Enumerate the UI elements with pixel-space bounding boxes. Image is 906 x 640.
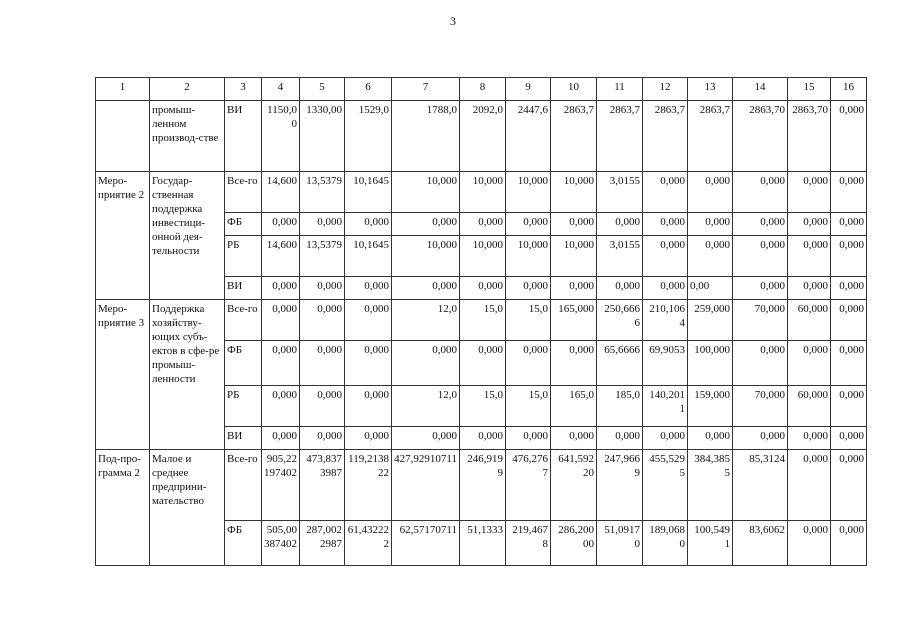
value-cell: 0,000	[300, 213, 345, 236]
value-cell: 15,0	[460, 386, 506, 427]
value-cell: 10,000	[506, 172, 551, 213]
value-cell: 14,600	[262, 236, 300, 277]
table-row	[96, 300, 867, 341]
value-cell: 0,000	[733, 341, 788, 386]
value-cell: 0,000	[345, 386, 392, 427]
header-cell: 13	[688, 78, 733, 101]
value-cell: 0,000	[262, 386, 300, 427]
value-cell: 0,000	[300, 386, 345, 427]
value-cell: 12,0	[392, 300, 460, 341]
funding-type: ВИ	[225, 277, 262, 300]
header-cell: 5	[300, 78, 345, 101]
value-cell: 10,000	[460, 172, 506, 213]
value-cell: 0,000	[392, 427, 460, 450]
value-cell: 246,9199	[460, 450, 506, 521]
value-cell: 0,000	[733, 236, 788, 277]
value-cell: 476,2767	[506, 450, 551, 521]
value-cell: 65,6666	[597, 341, 643, 386]
measure-name: Меро-приятие 2	[96, 172, 150, 300]
value-cell: 61,432222	[345, 521, 392, 566]
value-cell: 0,000	[831, 300, 867, 341]
funding-type: ВИ	[225, 427, 262, 450]
value-cell: 455,5295	[643, 450, 688, 521]
value-cell: 0,000	[345, 300, 392, 341]
header-cell: 15	[788, 78, 831, 101]
value-cell: 0,000	[300, 341, 345, 386]
value-cell: 2447,6	[506, 101, 551, 172]
value-cell: 0,000	[345, 213, 392, 236]
value-cell: 1330,00	[300, 101, 345, 172]
value-cell: 2092,0	[460, 101, 506, 172]
header-cell: 16	[831, 78, 867, 101]
table-row	[96, 450, 867, 521]
value-cell: 10,000	[551, 236, 597, 277]
value-cell: 0,000	[392, 213, 460, 236]
value-cell: 0,000	[643, 277, 688, 300]
value-cell: 505,00387402	[262, 521, 300, 566]
value-cell: 0,000	[506, 277, 551, 300]
value-cell: 0,000	[392, 341, 460, 386]
value-cell: 0,000	[831, 101, 867, 172]
measure-description: Малое и среднее предприни-мательство	[150, 450, 225, 566]
header-cell: 8	[460, 78, 506, 101]
value-cell: 165,000	[551, 300, 597, 341]
value-cell: 0,000	[345, 427, 392, 450]
value-cell: 3,0155	[597, 236, 643, 277]
value-cell: 0,000	[300, 277, 345, 300]
value-cell: 0,000	[262, 277, 300, 300]
value-cell: 0,000	[262, 300, 300, 341]
value-cell: 0,000	[733, 213, 788, 236]
value-cell: 0,000	[460, 277, 506, 300]
value-cell: 3,0155	[597, 172, 643, 213]
value-cell: 0,000	[688, 213, 733, 236]
budget-table	[95, 77, 867, 566]
value-cell: 0,000	[551, 213, 597, 236]
header-cell: 11	[597, 78, 643, 101]
funding-type: ФБ	[225, 521, 262, 566]
value-cell: 100,000	[688, 341, 733, 386]
value-cell: 0,000	[551, 277, 597, 300]
value-cell: 2863,70	[733, 101, 788, 172]
value-cell: 2863,70	[788, 101, 831, 172]
header-cell: 7	[392, 78, 460, 101]
value-cell: 0,000	[688, 236, 733, 277]
value-cell: 0,000	[831, 172, 867, 213]
value-cell: 0,000	[733, 172, 788, 213]
value-cell: 0,000	[788, 277, 831, 300]
value-cell: 250,6666	[597, 300, 643, 341]
value-cell: 13,5379	[300, 172, 345, 213]
value-cell: 384,3855	[688, 450, 733, 521]
value-cell: 259,000	[688, 300, 733, 341]
value-cell: 0,000	[788, 450, 831, 521]
value-cell: 905,22197402	[262, 450, 300, 521]
value-cell: 0,000	[643, 427, 688, 450]
value-cell: 0,00	[688, 277, 733, 300]
value-cell: 119,213822	[345, 450, 392, 521]
value-cell: 100,5491	[688, 521, 733, 566]
value-cell: 0,000	[788, 172, 831, 213]
value-cell: 0,000	[597, 427, 643, 450]
value-cell: 1529,0	[345, 101, 392, 172]
value-cell: 15,0	[460, 300, 506, 341]
value-cell: 473,8373987	[300, 450, 345, 521]
value-cell: 0,000	[643, 172, 688, 213]
value-cell: 0,000	[831, 341, 867, 386]
value-cell: 247,9669	[597, 450, 643, 521]
value-cell: 0,000	[831, 427, 867, 450]
value-cell: 0,000	[831, 450, 867, 521]
table-row	[96, 172, 867, 213]
value-cell: 62,57170711	[392, 521, 460, 566]
value-cell: 0,000	[262, 341, 300, 386]
value-cell: 0,000	[831, 386, 867, 427]
value-cell: 2863,7	[597, 101, 643, 172]
measure-name: Меро-приятие 3	[96, 300, 150, 450]
value-cell: 10,1645	[345, 236, 392, 277]
funding-type: РБ	[225, 236, 262, 277]
value-cell: 0,000	[831, 213, 867, 236]
funding-type: Все-го	[225, 172, 262, 213]
value-cell: 159,000	[688, 386, 733, 427]
value-cell: 0,000	[262, 427, 300, 450]
value-cell: 14,600	[262, 172, 300, 213]
value-cell: 10,000	[551, 172, 597, 213]
value-cell: 0,000	[643, 213, 688, 236]
value-cell: 0,000	[733, 277, 788, 300]
value-cell: 51,09170	[597, 521, 643, 566]
measure-description: Государ-ственная поддержка инвестици-онной дея-тельности	[150, 172, 225, 300]
value-cell: 0,000	[788, 521, 831, 566]
value-cell: 185,0	[597, 386, 643, 427]
value-cell: 189,0680	[643, 521, 688, 566]
measure-name	[96, 101, 150, 172]
value-cell: 0,000	[300, 427, 345, 450]
header-row	[96, 78, 867, 101]
value-cell: 0,000	[788, 213, 831, 236]
value-cell: 60,000	[788, 300, 831, 341]
value-cell: 0,000	[831, 236, 867, 277]
value-cell: 60,000	[788, 386, 831, 427]
value-cell: 0,000	[460, 213, 506, 236]
value-cell: 0,000	[597, 213, 643, 236]
funding-type: Все-го	[225, 300, 262, 341]
value-cell: 0,000	[831, 277, 867, 300]
header-cell: 14	[733, 78, 788, 101]
funding-type: РБ	[225, 386, 262, 427]
value-cell: 85,3124	[733, 450, 788, 521]
value-cell: 0,000	[551, 341, 597, 386]
header-cell: 1	[96, 78, 150, 101]
value-cell: 0,000	[506, 213, 551, 236]
value-cell: 2863,7	[643, 101, 688, 172]
header-cell: 12	[643, 78, 688, 101]
value-cell: 0,000	[506, 341, 551, 386]
value-cell: 10,000	[506, 236, 551, 277]
value-cell: 15,0	[506, 300, 551, 341]
value-cell: 0,000	[788, 341, 831, 386]
value-cell: 0,000	[688, 172, 733, 213]
value-cell: 2863,7	[551, 101, 597, 172]
value-cell: 70,000	[733, 386, 788, 427]
measure-name: Под-про-грамма 2	[96, 450, 150, 566]
value-cell: 0,000	[788, 427, 831, 450]
value-cell: 69,9053	[643, 341, 688, 386]
funding-type: ВИ	[225, 101, 262, 172]
value-cell: 210,1064	[643, 300, 688, 341]
value-cell: 2863,7	[688, 101, 733, 172]
value-cell: 219,4678	[506, 521, 551, 566]
value-cell: 287,0022987	[300, 521, 345, 566]
value-cell: 15,0	[506, 386, 551, 427]
value-cell: 0,000	[392, 277, 460, 300]
value-cell: 427,92910711	[392, 450, 460, 521]
value-cell: 1788,0	[392, 101, 460, 172]
value-cell: 286,20000	[551, 521, 597, 566]
header-cell: 10	[551, 78, 597, 101]
value-cell: 0,000	[262, 213, 300, 236]
table-row	[96, 101, 867, 172]
value-cell: 0,000	[506, 427, 551, 450]
funding-type: ФБ	[225, 213, 262, 236]
value-cell: 51,1333	[460, 521, 506, 566]
measure-description: промыш-ленном производ-стве	[150, 101, 225, 172]
value-cell: 1150,00	[262, 101, 300, 172]
header-cell: 3	[225, 78, 262, 101]
value-cell: 10,000	[392, 172, 460, 213]
value-cell: 0,000	[688, 427, 733, 450]
measure-description: Поддержка хозяйству-ющих субъ-ектов в сфе-ре промыш-ленности	[150, 300, 225, 450]
value-cell: 0,000	[460, 427, 506, 450]
value-cell: 0,000	[551, 427, 597, 450]
header-cell: 4	[262, 78, 300, 101]
value-cell: 12,0	[392, 386, 460, 427]
header-cell: 6	[345, 78, 392, 101]
funding-type: Все-го	[225, 450, 262, 521]
funding-type: ФБ	[225, 341, 262, 386]
value-cell: 641,59220	[551, 450, 597, 521]
value-cell: 10,000	[460, 236, 506, 277]
value-cell: 0,000	[460, 341, 506, 386]
value-cell: 0,000	[597, 277, 643, 300]
value-cell: 10,000	[392, 236, 460, 277]
value-cell: 165,0	[551, 386, 597, 427]
value-cell: 0,000	[345, 277, 392, 300]
value-cell: 13,5379	[300, 236, 345, 277]
value-cell: 140,2011	[643, 386, 688, 427]
header-cell: 9	[506, 78, 551, 101]
value-cell: 0,000	[733, 427, 788, 450]
header-cell: 2	[150, 78, 225, 101]
value-cell: 0,000	[788, 236, 831, 277]
value-cell: 0,000	[831, 521, 867, 566]
value-cell: 0,000	[643, 236, 688, 277]
page-number: 3	[450, 14, 456, 28]
value-cell: 10,1645	[345, 172, 392, 213]
value-cell: 83,6062	[733, 521, 788, 566]
value-cell: 0,000	[300, 300, 345, 341]
value-cell: 0,000	[345, 341, 392, 386]
value-cell: 70,000	[733, 300, 788, 341]
